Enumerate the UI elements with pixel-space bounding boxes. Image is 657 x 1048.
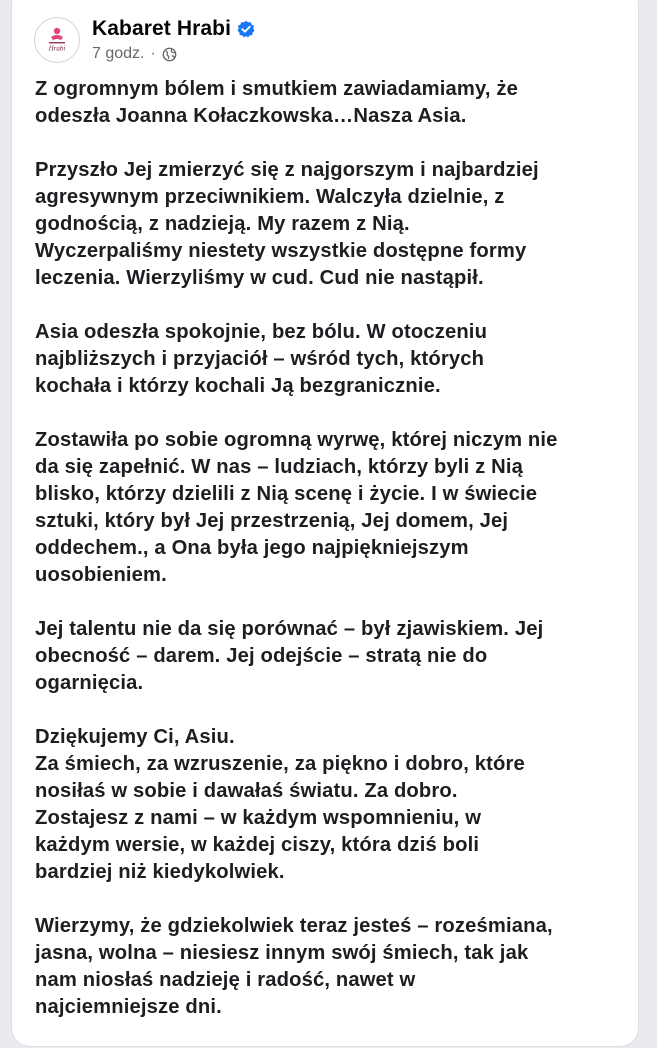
post-text-line: odeszła Joanna Kołaczkowska…Nasza Asia.	[35, 105, 467, 127]
post-header-text	[92, 17, 255, 63]
avatar[interactable]	[34, 17, 80, 63]
post-text-line: Asia odeszła spokojnie, bez bólu. W otoczeniu	[35, 321, 488, 343]
post-text-line: agresywnym przeciwnikiem. Walczyła dzielnie, z	[35, 186, 505, 208]
svg-text:Hrabi: Hrabi	[48, 44, 66, 53]
post-text-line: godnością, z nadzieją. My razem z Nią.	[35, 213, 410, 235]
post-text-line: Zostajesz z nami – w każdym wspomnieniu, w	[35, 807, 482, 829]
verified-badge-icon	[237, 20, 255, 38]
post-text-line: Jej talentu nie da się porównać – był zjawiskiem. Jej	[35, 618, 544, 640]
name-row	[92, 17, 255, 41]
post-paragraph	[35, 427, 639, 589]
meta-separator: ·	[150, 45, 156, 62]
post-timestamp[interactable]: 7 godz.	[92, 45, 145, 62]
post-text-line: Z ogromnym bólem i smutkiem zawiadamiamy, że	[35, 78, 519, 100]
post-meta	[92, 45, 255, 63]
post-text-line: nam niosłaś nadzieję i radość, nawet w	[35, 969, 416, 991]
post-text-line: da się zapełnić. W nas – ludziach, którzy byli z Nią	[35, 456, 523, 478]
post-paragraph	[35, 319, 639, 400]
page-name-link[interactable]: Kabaret Hrabi	[92, 17, 232, 40]
post-paragraph	[35, 76, 639, 130]
post-card	[12, 0, 638, 1046]
post-text-line: Za śmiech, za wzruszenie, za piękno i dobro, które	[35, 753, 525, 775]
post-paragraph	[35, 616, 639, 697]
post-text-line: Wierzymy, że gdziekolwiek teraz jesteś – roześmiana,	[35, 915, 553, 937]
post-text-line: kochała i którzy kochali Ją bezgranicznie.	[35, 375, 441, 397]
post-text-line: każdym wersie, w każdej ciszy, która dziś boli	[35, 834, 480, 856]
post-text-line: bardziej niż kiedykolwiek.	[35, 861, 285, 883]
post-text-line: Dziękujemy Ci, Asiu.	[35, 726, 235, 748]
post-text-line: uosobieniem.	[35, 564, 167, 586]
post-paragraph	[35, 913, 639, 1021]
post-body	[35, 76, 639, 1048]
kabaret-logo-icon	[47, 26, 67, 54]
post-text-line: najciemniejsze dni.	[35, 996, 222, 1018]
post-text-line: Wyczerpaliśmy niestety wszystkie dostępne formy	[35, 240, 527, 262]
post-text-line: leczenia. Wierzyliśmy w cud. Cud nie nastąpił.	[35, 267, 484, 289]
post-paragraph	[35, 157, 639, 292]
post-header	[34, 12, 255, 68]
post-text-line: sztuki, który był Jej przestrzenią, Jej domem, Jej	[35, 510, 509, 532]
post-text-line: obecność – darem. Jej odejście – stratą nie do	[35, 645, 488, 667]
post-text-line: oddechem., a Ona była jego najpiękniejszym	[35, 537, 469, 559]
post-text-line: Przyszło Jej zmierzyć się z najgorszym i najbardziej	[35, 159, 539, 181]
post-text-line: nosiłaś w sobie i dawałaś światu. Za dobro.	[35, 780, 458, 802]
post-text-line: Zostawiła po sobie ogromną wyrwę, której niczym nie	[35, 429, 558, 451]
post-paragraph	[35, 724, 639, 886]
post-text-line: ogarnięcia.	[35, 672, 144, 694]
globe-icon[interactable]	[162, 47, 177, 62]
post-text-line: blisko, którzy dzielili z Nią scenę i życie. I w świecie	[35, 483, 538, 505]
post-text-line: jasna, wolna – niesiesz innym swój śmiech, tak jak	[35, 942, 529, 964]
post-text-line: najbliższych i przyjaciół – wśród tych, których	[35, 348, 485, 370]
